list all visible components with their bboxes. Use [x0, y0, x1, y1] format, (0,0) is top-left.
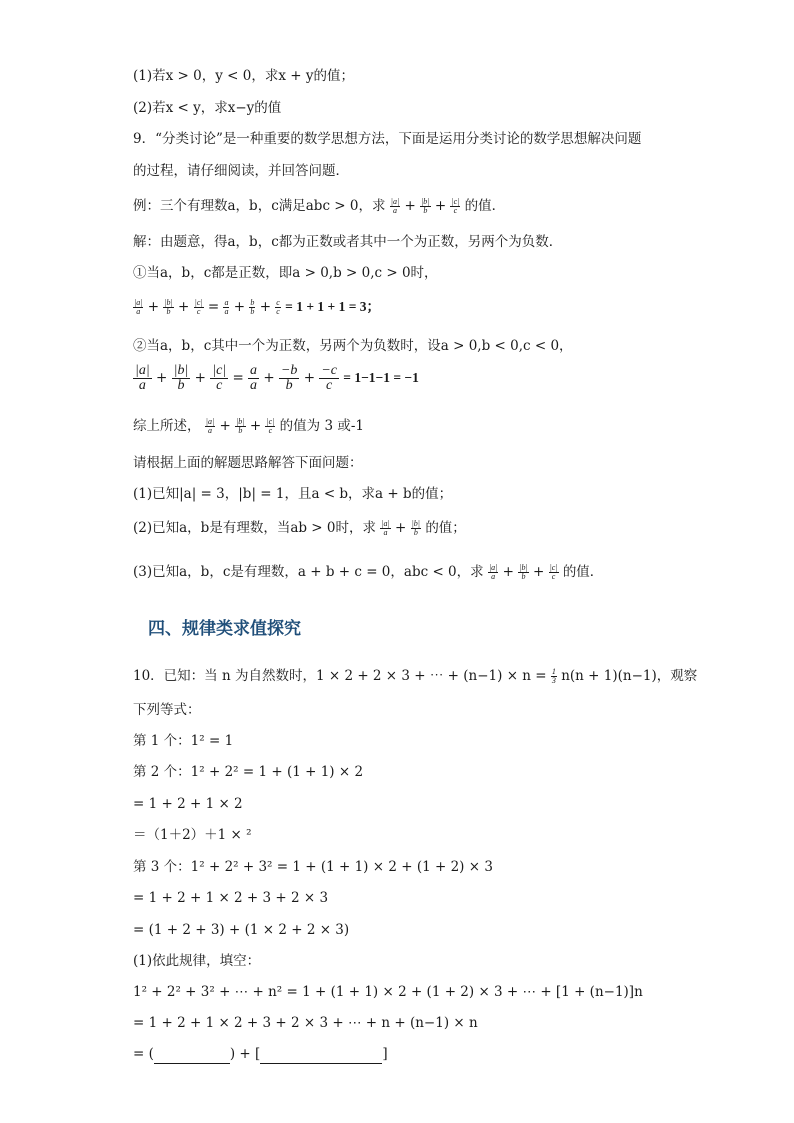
fraction-a-over-a: $\frac{a}{a}$	[250, 363, 258, 393]
q10-step1: 第 1 个：1² = 1	[133, 733, 234, 749]
q9-case1-equation	[133, 297, 380, 317]
summary-text: 综上所述，	[133, 418, 201, 434]
q9-case1: ①当a，b，c都是正数，即a > 0,b > 0,c > 0时，	[133, 265, 438, 281]
plus-sign: +	[502, 564, 514, 580]
q9-example	[133, 196, 505, 216]
plus-sign: +	[156, 370, 168, 386]
fraction-abs-a-over-a: $\frac{|a|}{a}$	[135, 363, 150, 393]
fraction-one-third: $\frac{1}{3}$	[551, 667, 556, 685]
q9-problem2	[133, 518, 466, 538]
fraction-b-over-b: $\frac{b}{b}$	[250, 298, 255, 316]
fraction-neg-b-over-b: $\frac{-b}{b}$	[280, 363, 298, 393]
q10-step3a: = 1 + 2 + 1 × 2 + 3 + 2 × 3	[133, 890, 329, 906]
problem3-tail: 的值．	[562, 564, 604, 580]
q10-general-line1: 1² + 2² + 3² + ⋯ + n² = 1 + (1 + 1) × 2 + (1 + 2) × 3 + ⋯ + [1 + (n−1)]n	[133, 984, 643, 1000]
plus-sign: +	[147, 299, 160, 315]
plus-sign: +	[532, 564, 545, 580]
equals-sign: =	[207, 299, 220, 315]
fraction-abs-c-over-c: $\frac{|c|}{c}$	[451, 197, 460, 215]
fraction-abs-a-over-a: $\frac{|a|}{a}$	[205, 417, 215, 435]
q9-case2-equation	[133, 364, 419, 393]
example-tail: 的值．	[464, 198, 506, 214]
problem3-text: (3)已知a，b，c是有理数，a + b + c = 0，abc < 0，求	[133, 564, 484, 580]
fraction-abs-b-over-b: $\frac{|b|}{b}$	[236, 417, 245, 435]
problem2-tail: 的值；	[425, 520, 466, 536]
q10-step3: 第 3 个：1² + 2² + 3² = 1 + (1 + 1) × 2 + (1 + 2) × 3	[133, 859, 493, 875]
fraction-abs-b-over-b: $\frac{|b|}{b}$	[173, 363, 189, 393]
fraction-abs-b-over-b: $\frac{|b|}{b}$	[411, 519, 421, 537]
q10-intro-text: 10．已知：当 n 为自然数时，1 × 2 + 2 × 3 + ⋯ + (n−1) × n =	[133, 668, 551, 684]
q9-intro-line1: 9．“分类讨论”是一种重要的数学思想方法，下面是运用分类讨论的数学思想解决问题	[133, 131, 642, 147]
plus-sign: +	[263, 370, 275, 386]
q9-problem3	[133, 562, 603, 582]
plus-sign: +	[178, 299, 190, 315]
fraction-abs-c-over-c: $\frac{|c|}{c}$	[266, 417, 275, 435]
plus-sign: +	[259, 299, 271, 315]
fraction-abs-b-over-b: $\frac{|b|}{b}$	[421, 197, 430, 215]
section-heading: 四、规律类求值探究	[148, 619, 301, 639]
q9-intro-line2: 的过程，请仔细阅读，并回答问题．	[133, 163, 349, 179]
plus-sign: +	[303, 370, 316, 386]
q9-instruction: 请根据上面的解题思路解答下面问题：	[133, 455, 363, 471]
plus-sign: +	[194, 370, 206, 386]
q9-case2: ②当a，b，c其中一个为正数，另两个为负数时，设a > 0,b < 0,c < 0，	[133, 338, 573, 354]
fraction-abs-a-over-a: $\frac{|a|}{a}$	[390, 197, 400, 215]
plus-sign: +	[219, 418, 231, 434]
q10-step2: 第 2 个：1² + 2² = 1 + (1 + 1) × 2	[133, 764, 364, 780]
plus-sign: +	[404, 198, 416, 214]
q9-problem1: (1)已知|a| = 3，|b| = 1，且a < b，求a + b的值；	[133, 486, 453, 502]
plus-sign: +	[249, 418, 262, 434]
q10-step2a: = 1 + 2 + 1 × 2	[133, 796, 243, 812]
q9-summary	[133, 416, 364, 436]
fraction-abs-c-over-c: $\frac{|c|}{c}$	[194, 298, 203, 316]
fraction-abs-c-over-c: $\frac{|c|}{c}$	[549, 563, 558, 581]
fraction-a-over-a: $\frac{a}{a}$	[224, 298, 229, 316]
q8-part1: (1)若x > 0，y < 0，求x + y的值；	[133, 68, 354, 84]
fraction-abs-a-over-a: $\frac{|a|}{a}$	[134, 298, 143, 316]
fill-close: ]	[382, 1046, 388, 1062]
problem2-text: (2)已知a，b是有理数，当ab > 0时，求	[133, 520, 376, 536]
fraction-neg-c-over-c: $\frac{-c}{c}$	[321, 363, 337, 393]
example-text: 例：三个有理数a，b，c满足abc > 0，求	[133, 198, 386, 214]
q10-intro	[133, 666, 697, 686]
fraction-abs-a-over-a: $\frac{|a|}{a}$	[381, 519, 390, 537]
fraction-abs-b-over-b: $\frac{|b|}{b}$	[164, 298, 173, 316]
case2-result: = 1−1−1 = −1	[343, 370, 419, 385]
fraction-abs-a-over-a: $\frac{|a|}{a}$	[488, 563, 498, 581]
plus-sign: +	[395, 520, 407, 536]
case1-result: = 1 + 1 + 1 = 3；	[285, 299, 381, 314]
q10-fill-instruction: (1)依此规律，填空：	[133, 953, 261, 969]
blank-input-2[interactable]	[260, 1049, 382, 1064]
q8-part2: (2)若x < y，求x−y的值	[133, 100, 282, 116]
q10-general-line2: = 1 + 2 + 1 × 2 + 3 + 2 × 3 + ⋯ + n + (n−1) × n	[133, 1015, 478, 1031]
q10-step2b: ＝（1＋2）＋1 × ²	[133, 827, 252, 843]
q10-intro-tail: n(n + 1)(n−1)，观察	[561, 668, 698, 684]
fill-open: = (	[133, 1046, 154, 1062]
fraction-c-over-c: $\frac{c}{c}$	[276, 298, 280, 316]
q10-intro-line2: 下列等式：	[133, 702, 201, 718]
equals-sign: =	[232, 370, 244, 386]
q10-step3b: = (1 + 2 + 3) + (1 × 2 + 2 × 3)	[133, 922, 350, 938]
q9-solution: 解：由题意，得a，b，c都为正数或者其中一个为正数，另两个为负数．	[133, 234, 563, 250]
plus-sign: +	[233, 299, 246, 315]
q10-general-line3	[133, 1044, 388, 1064]
summary-tail: 的值为 3 或-1	[279, 418, 364, 434]
fraction-abs-b-over-b: $\frac{|b|}{b}$	[519, 563, 528, 581]
plus-sign: +	[434, 198, 447, 214]
fraction-abs-c-over-c: $\frac{|c|}{c}$	[212, 363, 227, 393]
blank-input-1[interactable]	[154, 1049, 230, 1064]
fill-mid: ) + [	[229, 1046, 261, 1062]
